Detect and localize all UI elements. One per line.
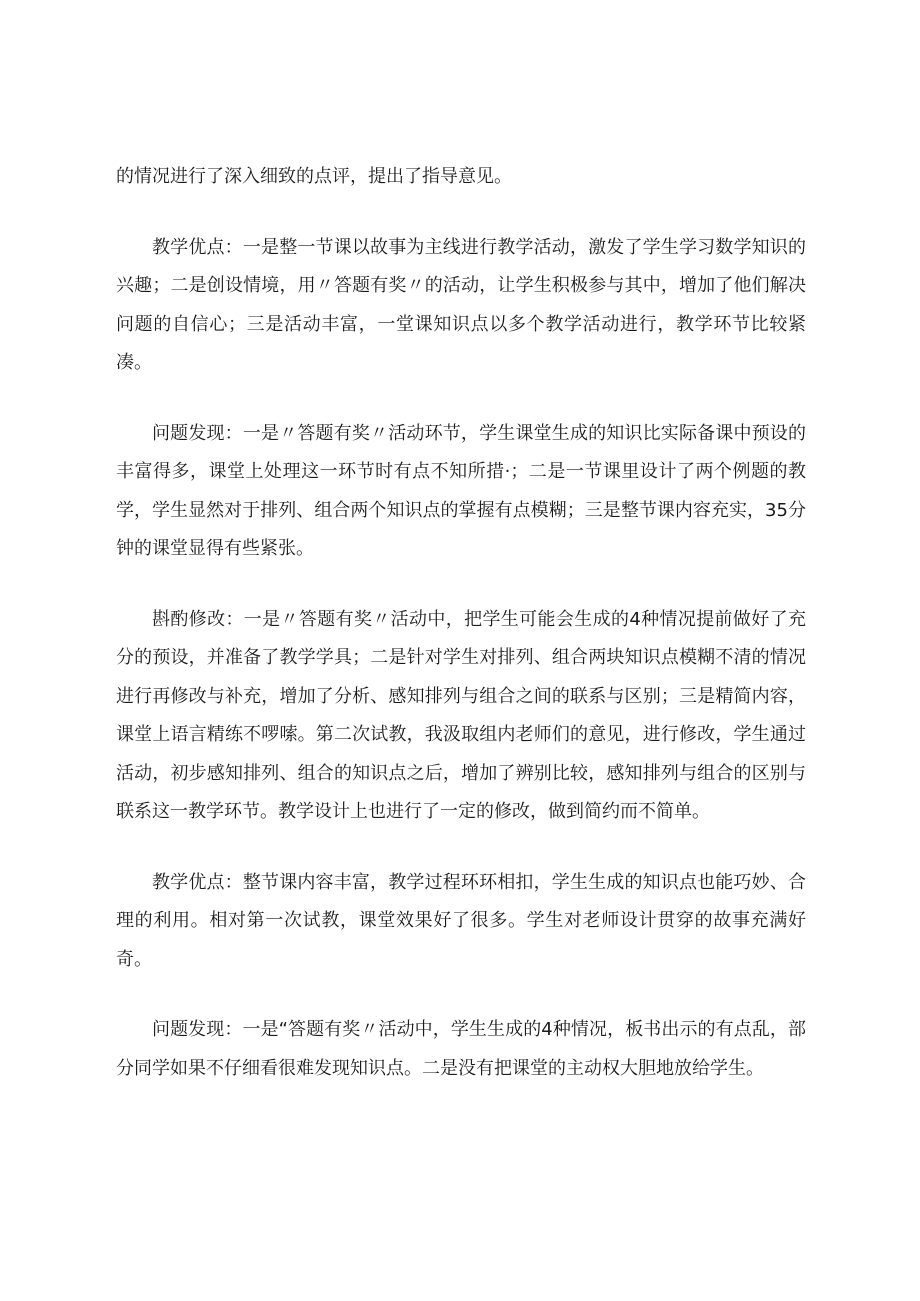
paragraph-problems-found-1: 问题发现：一是〃答题有奖〃活动环节，学生课堂生成的知识比实际备课中预设的丰富得多，课堂上处理这一环节时有点不知所措·；二是一节课里设计了两个例题的教学，学生显然对于排列、组合两个知识点的掌握有点模糊；三是整节课内容充实，35分钟的课堂显得有些紧张。: [116, 422, 806, 559]
paragraph-continuation: 的情况进行了深入细致的点评，提出了指导意见。: [116, 166, 512, 187]
paragraph-problems-found-2: 问题发现：一是“答题有奖〃活动中，学生生成的4种情况，板书出示的有点乱，部分同学如果不仔细看很难发现知识点。二是没有把课堂的主动权大胆地放给学生。: [116, 1019, 806, 1079]
paragraph-revisions: 斟酌修改：一是〃答题有奖〃活动中，把学生可能会生成的4种情况提前做好了充分的预设，并准备了教学学具；二是针对学生对排列、组合两块知识点模糊不清的情况进行再修改与补充，增加了分析、感知排列与组合之间的联系与区别；三是精简内容，课堂上语言精练不啰嗦。第二次试教，我汲取组内老师们的意见，进行修改，学生通过活动，初步感知排列、组合的知识点之后，增加了辨别比较，感知排列与组合的区别与联系这一教学环节。教学设计上也进行了一定的修改，做到简约而不简单。: [116, 608, 806, 822]
paragraph-teaching-strengths-2: 教学优点：整节课内容丰富，教学过程环环相扣，学生生成的知识点也能巧妙、合理的利用。相对第一次试教，课堂效果好了很多。学生对老师设计贯穿的故事充满好奇。: [116, 871, 806, 970]
paragraph-teaching-strengths-1: 教学优点：一是整一节课以故事为主线进行教学活动，激发了学生学习数学知识的兴趣；二是创设情境，用〃答题有奖〃的活动，让学生积极参与其中，增加了他们解决问题的自信心；三是活动丰富，一堂课知识点以多个教学活动进行，教学环节比较紧凑。: [116, 236, 806, 373]
document-body: [116, 158, 806, 1120]
